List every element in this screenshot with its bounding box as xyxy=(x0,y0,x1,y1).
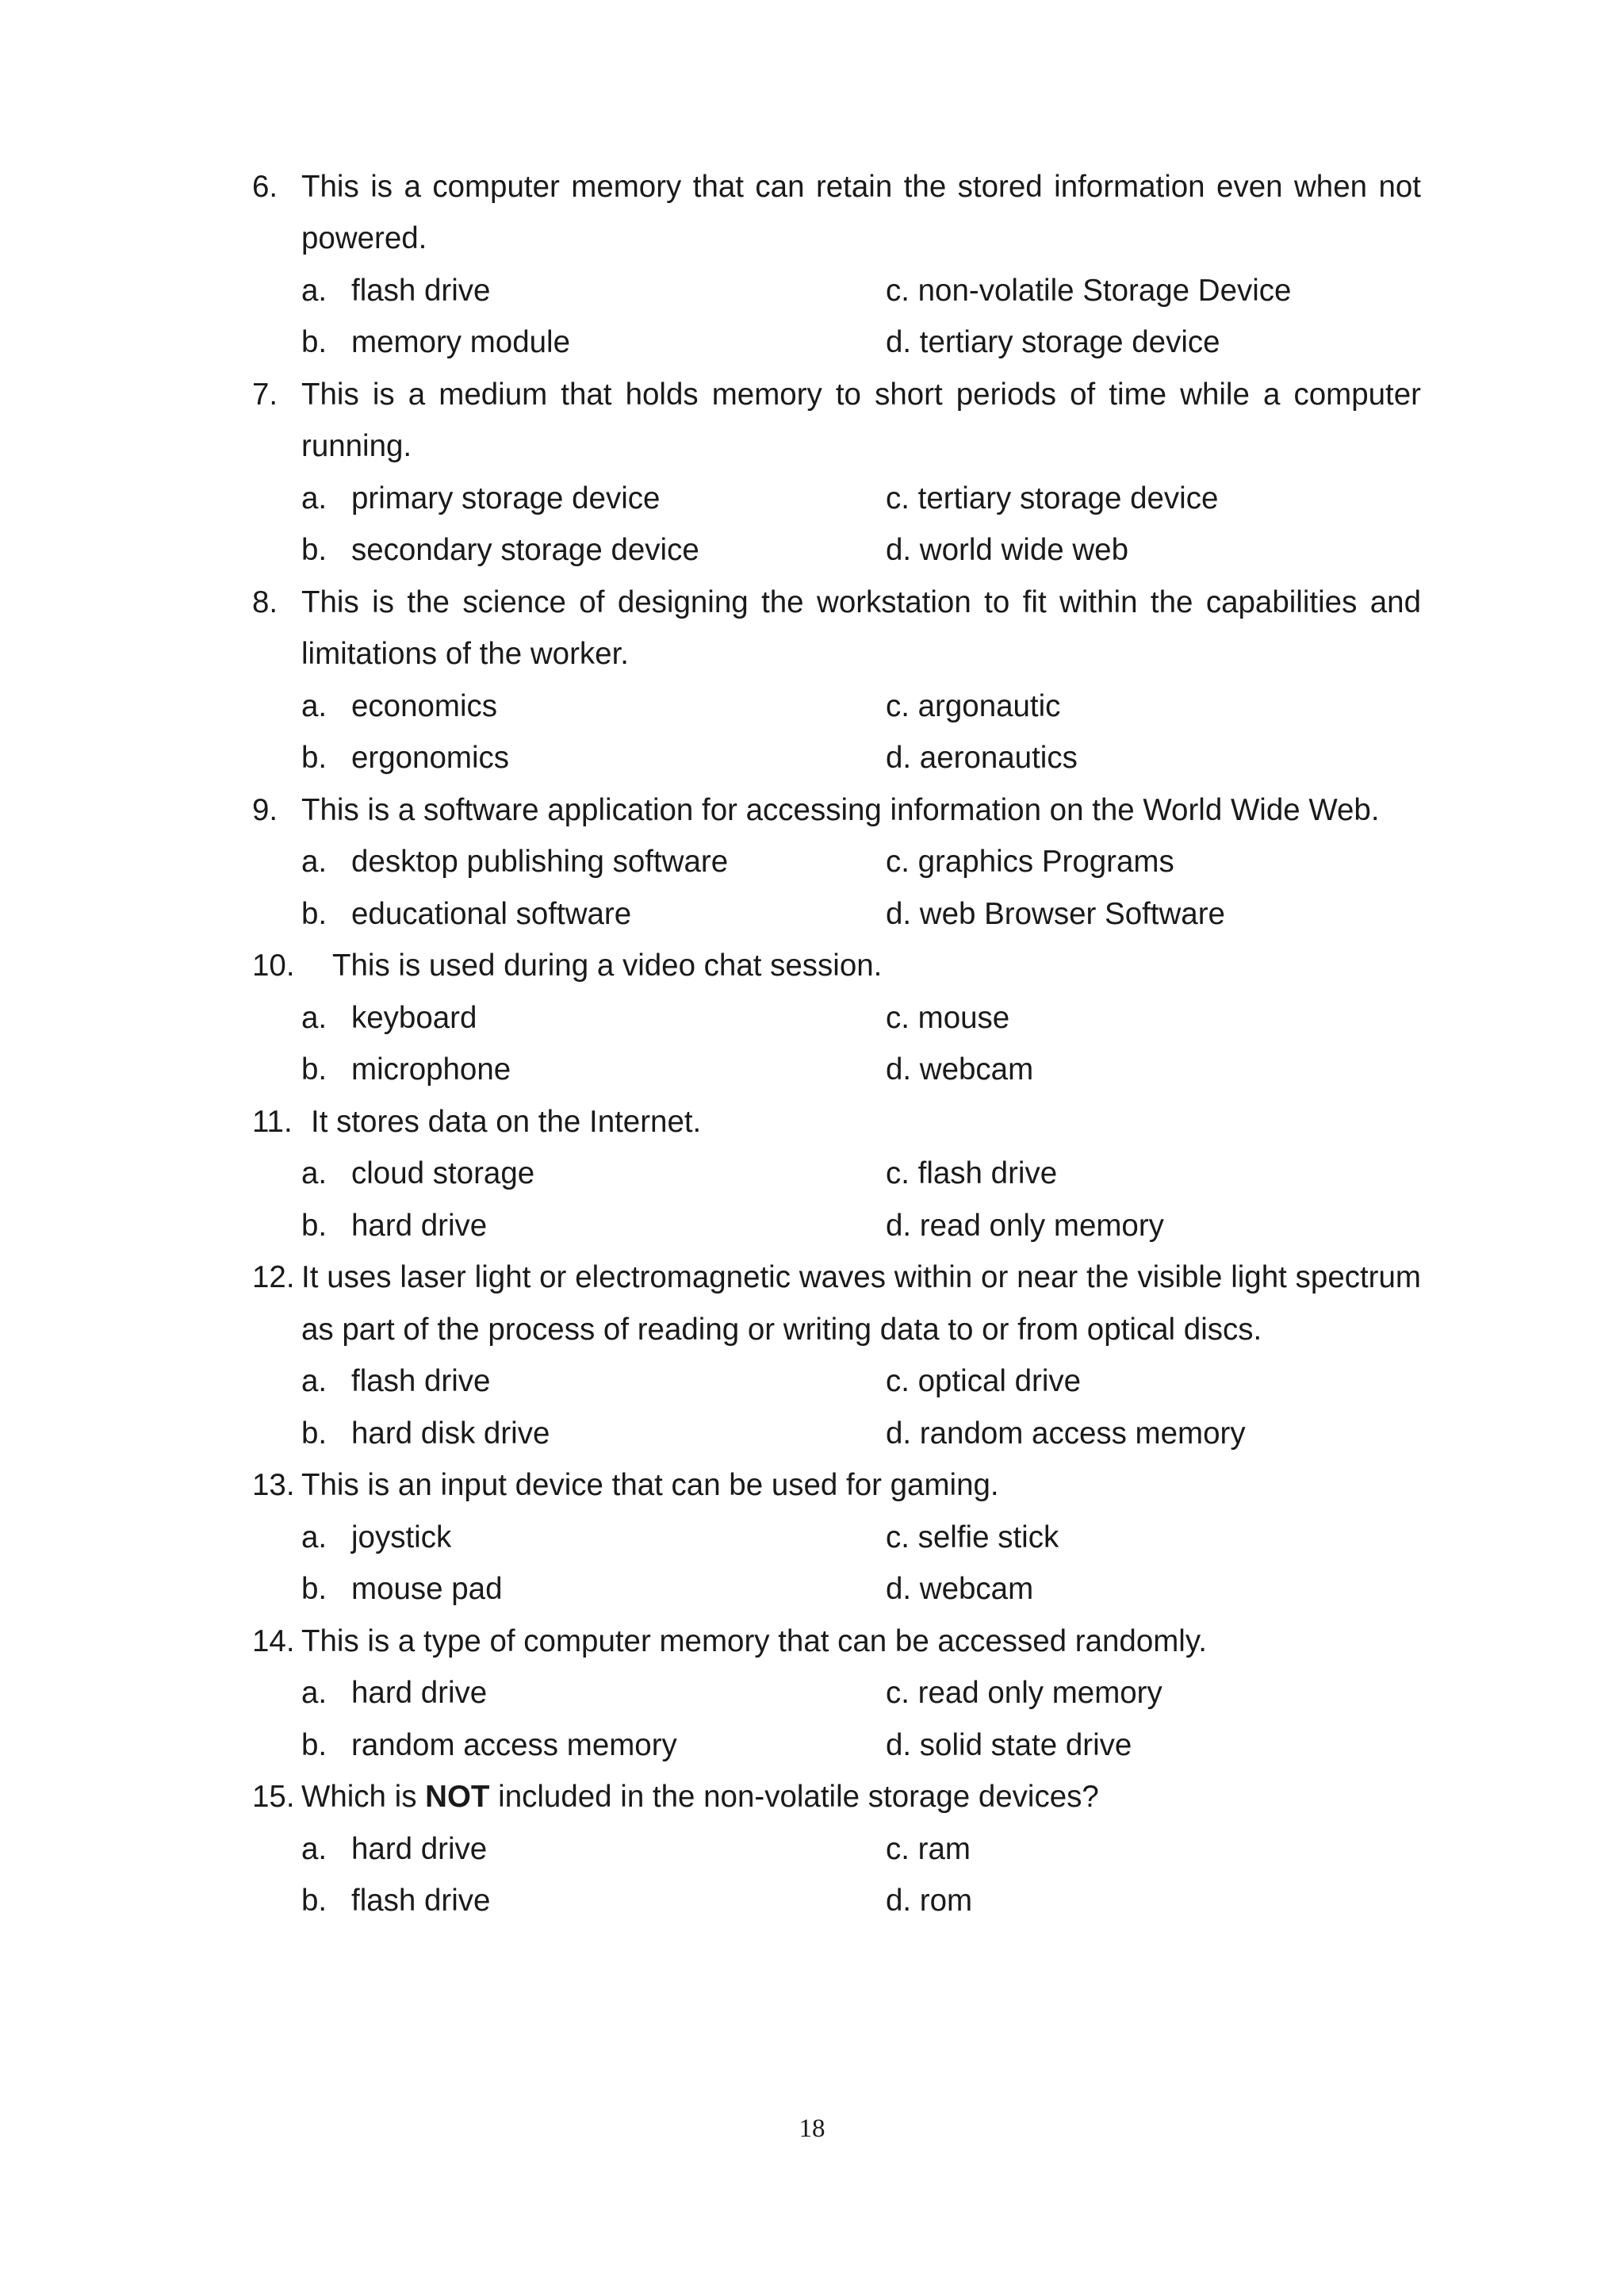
question-text-continued: as part of the process of reading or writing data to or from optical discs. xyxy=(301,1313,1262,1347)
option-row xyxy=(0,1364,1624,1399)
question-6 xyxy=(0,170,1624,205)
option-letter: b. xyxy=(301,897,327,931)
question-text-continued: running. xyxy=(301,429,412,463)
option-row xyxy=(0,1416,1624,1451)
question-15 xyxy=(0,1780,1624,1815)
option-c: c. ram xyxy=(886,1832,971,1866)
option-row xyxy=(0,897,1624,932)
option-row xyxy=(0,1832,1624,1867)
option-letter: b. xyxy=(301,1728,327,1762)
option-row xyxy=(0,689,1624,724)
option-letter: b. xyxy=(301,741,327,775)
question-14 xyxy=(0,1624,1624,1659)
option-c: c. non-volatile Storage Device xyxy=(886,274,1292,308)
question-text: This is a software application for accessing information on the World Wide Web. xyxy=(301,793,1380,827)
question-text: This is a computer memory that can retain the stored information even when not xyxy=(301,170,1421,204)
option-row xyxy=(0,1052,1624,1087)
option-a: cloud storage xyxy=(351,1156,535,1190)
option-d: d. solid state drive xyxy=(886,1728,1132,1762)
option-d: d. web Browser Software xyxy=(886,897,1225,931)
question-12-continued xyxy=(0,1313,1624,1347)
option-b: hard drive xyxy=(351,1209,488,1243)
option-row xyxy=(0,481,1624,516)
question-number: 9. xyxy=(252,793,278,827)
question-number: 7. xyxy=(252,378,278,412)
question-number: 6. xyxy=(252,170,278,204)
option-c: c. selfie stick xyxy=(886,1520,1059,1554)
option-a: hard drive xyxy=(351,1832,488,1866)
option-b: memory module xyxy=(351,325,571,359)
option-a: desktop publishing software xyxy=(351,845,729,879)
question-6-continued xyxy=(0,221,1624,256)
option-row xyxy=(0,845,1624,880)
option-letter: a. xyxy=(301,274,327,308)
option-letter: a. xyxy=(301,1001,327,1035)
option-letter: b. xyxy=(301,1884,327,1918)
page-number: 18 xyxy=(799,2114,825,2143)
option-b: microphone xyxy=(351,1052,511,1087)
question-10 xyxy=(0,949,1624,983)
option-row xyxy=(0,274,1624,309)
option-a: joystick xyxy=(351,1520,452,1554)
option-letter: a. xyxy=(301,1832,327,1866)
option-c: c. mouse xyxy=(886,1001,1010,1035)
question-8 xyxy=(0,585,1624,620)
option-a: economics xyxy=(351,689,498,723)
option-letter: a. xyxy=(301,845,327,879)
option-row xyxy=(0,1520,1624,1555)
option-row xyxy=(0,1572,1624,1607)
option-a: flash drive xyxy=(351,1364,491,1398)
option-letter: b. xyxy=(301,1052,327,1087)
question-7 xyxy=(0,378,1624,412)
option-c: c. optical drive xyxy=(886,1364,1082,1398)
option-c: c. argonautic xyxy=(886,689,1061,723)
option-b: mouse pad xyxy=(351,1572,503,1606)
option-letter: a. xyxy=(301,1520,327,1554)
option-letter: b. xyxy=(301,1416,327,1451)
option-d: d. world wide web xyxy=(886,533,1129,567)
question-number: 12. xyxy=(252,1260,295,1294)
option-d: d. webcam xyxy=(886,1572,1034,1606)
question-text-continued: powered. xyxy=(301,221,427,255)
option-row xyxy=(0,1884,1624,1918)
question-number: 13. xyxy=(252,1468,295,1502)
option-b: ergonomics xyxy=(351,741,510,775)
question-7-continued xyxy=(0,429,1624,464)
question-12 xyxy=(0,1260,1624,1295)
option-letter: a. xyxy=(301,1676,327,1710)
option-b: random access memory xyxy=(351,1728,677,1762)
option-b: flash drive xyxy=(351,1884,491,1918)
option-letter: a. xyxy=(301,481,327,516)
option-letter: a. xyxy=(301,1156,327,1190)
option-c: c. read only memory xyxy=(886,1676,1162,1710)
question-9 xyxy=(0,793,1624,828)
option-a: primary storage device xyxy=(351,481,661,516)
question-text: This is a medium that holds memory to short periods of time while a computer xyxy=(301,378,1421,412)
question-text-start: Which is xyxy=(301,1780,417,1814)
option-row xyxy=(0,741,1624,776)
option-row xyxy=(0,533,1624,568)
option-row xyxy=(0,1209,1624,1244)
option-letter: a. xyxy=(301,689,327,723)
option-a: hard drive xyxy=(351,1676,488,1710)
option-row xyxy=(0,1728,1624,1763)
question-text: It stores data on the Internet. xyxy=(311,1105,702,1139)
option-row xyxy=(0,1676,1624,1711)
option-a: keyboard xyxy=(351,1001,477,1035)
option-b: secondary storage device xyxy=(351,533,699,567)
option-d: d. aeronautics xyxy=(886,741,1078,775)
question-number: 11. xyxy=(252,1105,293,1139)
option-row xyxy=(0,325,1624,360)
option-d: d. random access memory xyxy=(886,1416,1246,1451)
option-letter: b. xyxy=(301,1572,327,1606)
question-text-end: included in the non-volatile storage devices? xyxy=(498,1780,1099,1814)
question-13 xyxy=(0,1468,1624,1503)
question-text xyxy=(301,1780,1099,1815)
option-row xyxy=(0,1156,1624,1191)
question-number: 15. xyxy=(252,1780,295,1814)
option-b: educational software xyxy=(351,897,632,931)
option-c: c. graphics Programs xyxy=(886,845,1174,879)
question-text: This is used during a video chat session. xyxy=(332,949,883,983)
option-letter: b. xyxy=(301,325,327,359)
question-8-continued xyxy=(0,637,1624,672)
option-d: d. tertiary storage device xyxy=(886,325,1220,359)
option-d: d. webcam xyxy=(886,1052,1034,1087)
question-number: 14. xyxy=(252,1624,295,1658)
option-row xyxy=(0,1001,1624,1036)
option-c: c. tertiary storage device xyxy=(886,481,1219,516)
question-text: It uses laser light or electromagnetic waves within or near the visible light spectrum xyxy=(301,1260,1421,1294)
option-letter: b. xyxy=(301,533,327,567)
option-a: flash drive xyxy=(351,274,491,308)
question-number: 8. xyxy=(252,585,278,619)
option-letter: b. xyxy=(301,1209,327,1243)
emphasis-not: NOT xyxy=(425,1780,490,1814)
question-text: This is an input device that can be used for gaming. xyxy=(301,1468,999,1502)
option-d: d. rom xyxy=(886,1884,973,1918)
option-b: hard disk drive xyxy=(351,1416,550,1451)
question-text-continued: limitations of the worker. xyxy=(301,637,629,671)
option-letter: a. xyxy=(301,1364,327,1398)
option-d: d. read only memory xyxy=(886,1209,1164,1243)
option-c: c. flash drive xyxy=(886,1156,1058,1190)
question-number: 10. xyxy=(252,949,295,983)
question-text: This is a type of computer memory that can be accessed randomly. xyxy=(301,1624,1207,1658)
question-11 xyxy=(0,1105,1624,1140)
question-text: This is the science of designing the workstation to fit within the capabilities and xyxy=(301,585,1421,619)
